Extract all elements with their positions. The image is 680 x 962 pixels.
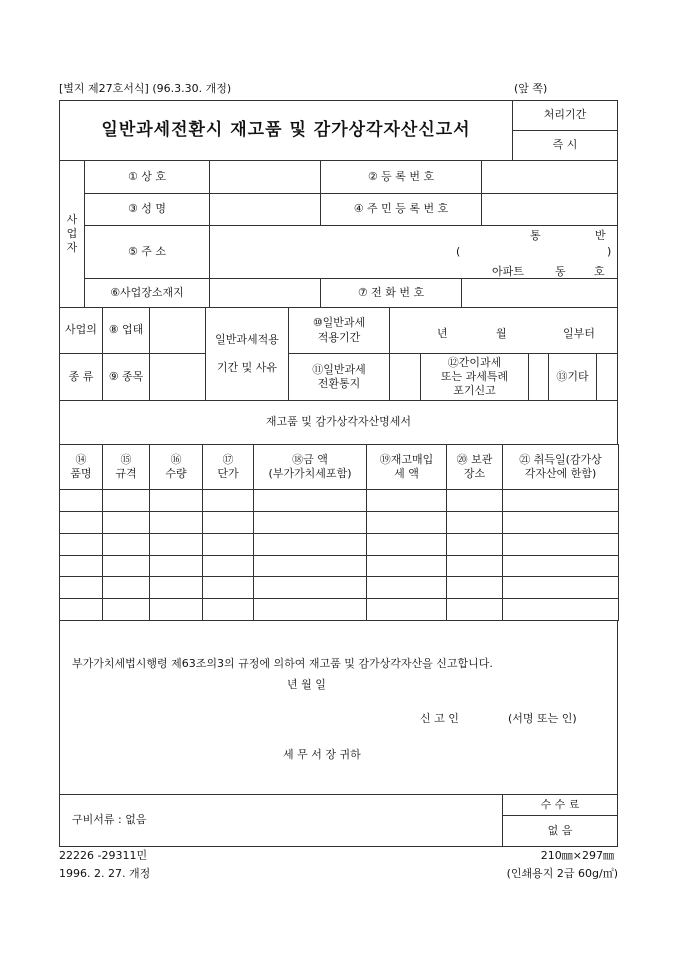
detail-table-cell[interactable] [446, 533, 503, 556]
detail-heading: 재고품 및 감가상각자산명세서 [59, 400, 618, 445]
detail-table-cell[interactable] [366, 533, 447, 556]
detail-column-header: ⑭ 품명 [59, 444, 103, 490]
conversion-notice-check[interactable] [389, 353, 421, 401]
statement-box [59, 619, 618, 795]
apply-year: 년 [437, 327, 448, 340]
detail-table-cell[interactable] [102, 576, 150, 599]
address-ho: 호 [594, 265, 605, 278]
detail-table-cell[interactable] [446, 598, 503, 621]
detail-table-cell[interactable] [149, 511, 203, 534]
detail-table-cell[interactable] [446, 576, 503, 599]
detail-table-cell[interactable] [502, 533, 619, 556]
form-code: 22226 -29311민 [59, 849, 148, 862]
page-side: (앞 쪽) [514, 82, 548, 95]
detail-table-cell[interactable] [59, 489, 103, 512]
processing-period-value: 즉 시 [512, 130, 618, 161]
detail-table-cell[interactable] [59, 511, 103, 534]
detail-table-cell[interactable] [253, 598, 367, 621]
detail-table-cell[interactable] [59, 576, 103, 599]
period-reason-label: 일반과세적용 기간 및 사유 [205, 307, 289, 401]
address-paren-close: ) [607, 245, 612, 258]
detail-table-cell[interactable] [59, 533, 103, 556]
addressee: 세 무 서 장 귀하 [283, 748, 361, 761]
address-ban: 반 [595, 229, 606, 242]
detail-table-cell[interactable] [253, 533, 367, 556]
simplified-waiver-check[interactable] [528, 353, 549, 401]
detail-table-cell[interactable] [253, 489, 367, 512]
detail-table-cell[interactable] [149, 555, 203, 578]
name-label: ③ 성 명 [84, 193, 210, 226]
detail-table-cell[interactable] [202, 555, 254, 578]
reporter-label: 신 고 인 [420, 712, 459, 725]
detail-table-cell[interactable] [502, 576, 619, 599]
detail-table-cell[interactable] [202, 533, 254, 556]
item-label: ⑨ 종목 [102, 353, 150, 401]
detail-table-cell[interactable] [502, 598, 619, 621]
detail-table-cell[interactable] [102, 489, 150, 512]
reg-no-field[interactable] [481, 160, 618, 194]
detail-table-cell[interactable] [202, 489, 254, 512]
location-field[interactable] [209, 278, 321, 308]
detail-column-header: ⑱금 액 (부가가치세포함) [253, 444, 367, 490]
resident-no-label: ④ 주 민 등 록 번 호 [320, 193, 482, 226]
detail-table-cell[interactable] [366, 489, 447, 512]
detail-table-cell[interactable] [59, 598, 103, 621]
other-check[interactable] [596, 353, 618, 401]
trade-name-field[interactable] [209, 160, 321, 194]
detail-table-cell[interactable] [502, 555, 619, 578]
address-paren-open: ( [456, 245, 461, 258]
form-number: [별지 제27호서식] (96.3.30. 개정) [59, 82, 232, 95]
paper-spec: (인쇄용지 2급 60g/㎡) [506, 867, 618, 880]
revision-date: 1996. 2. 27. 개정 [59, 867, 151, 880]
detail-table-cell[interactable] [149, 489, 203, 512]
fee-label: 수 수 료 [502, 794, 618, 816]
detail-table-cell[interactable] [59, 555, 103, 578]
detail-table-cell[interactable] [202, 598, 254, 621]
detail-column-header: ⑰ 단가 [202, 444, 254, 490]
business-category-field[interactable] [149, 307, 206, 354]
other-label: ⑬기타 [548, 353, 597, 401]
reg-no-label: ② 등 록 번 호 [320, 160, 482, 194]
detail-column-header: ⑲재고매입 세 액 [366, 444, 447, 490]
detail-table-cell[interactable] [202, 576, 254, 599]
detail-table-cell[interactable] [366, 511, 447, 534]
apply-period-label: ⑩일반과세 적용기간 [288, 307, 390, 354]
detail-column-header: ⑯ 수량 [149, 444, 203, 490]
detail-column-header: ⑳ 보관 장소 [446, 444, 503, 490]
detail-table-cell[interactable] [366, 576, 447, 599]
address-dong: 동 [555, 265, 566, 278]
address-apt: 아파트 [492, 265, 524, 278]
statement-text: 부가가치세법시행령 제63조의3의 규정에 의하여 재고품 및 감가상각자산을 신고합니다. [72, 657, 493, 670]
simplified-waiver-label: ⑫간이과세 또는 과세특례 포기신고 [420, 353, 529, 401]
detail-table-cell[interactable] [202, 511, 254, 534]
detail-table-cell[interactable] [446, 489, 503, 512]
detail-table-cell[interactable] [253, 511, 367, 534]
detail-table-cell[interactable] [502, 489, 619, 512]
statement-date: 년 월 일 [287, 678, 326, 691]
detail-table-cell[interactable] [149, 598, 203, 621]
detail-table-cell[interactable] [102, 555, 150, 578]
detail-table-cell[interactable] [253, 555, 367, 578]
paper-size: 210㎜×297㎜ [540, 849, 614, 862]
apply-day-from: 일부터 [563, 327, 595, 340]
detail-table-cell[interactable] [446, 555, 503, 578]
processing-period-label: 처리기간 [512, 100, 618, 131]
detail-column-header: ⑮ 규격 [102, 444, 150, 490]
detail-table-cell[interactable] [149, 533, 203, 556]
detail-table-cell[interactable] [502, 511, 619, 534]
detail-table-cell[interactable] [102, 598, 150, 621]
detail-table-cell[interactable] [149, 576, 203, 599]
trade-name-label: ① 상 호 [84, 160, 210, 194]
phone-label: ⑦ 전 화 번 호 [320, 278, 462, 308]
address-tong: 통 [530, 229, 541, 242]
resident-no-field[interactable] [481, 193, 618, 226]
business-category-label: ⑧ 업태 [102, 307, 150, 354]
item-field[interactable] [149, 353, 206, 401]
required-documents: 구비서류 : 없음 [59, 794, 503, 847]
fee-value: 없 음 [502, 815, 618, 847]
business-type-label-top: 사업의 [59, 307, 103, 354]
conversion-notice-label: ⑪일반과세 전환통지 [288, 353, 390, 401]
business-owner-label: 사 업 자 [59, 160, 85, 308]
detail-table-cell[interactable] [366, 555, 447, 578]
detail-table-cell[interactable] [366, 598, 447, 621]
detail-table-cell[interactable] [253, 576, 367, 599]
detail-column-header: ㉑ 취득일(감가상 각자산에 한함) [502, 444, 619, 490]
address-label: ⑤ 주 소 [84, 225, 210, 279]
business-type-label-bottom: 종 류 [59, 353, 103, 401]
phone-field[interactable] [461, 278, 618, 308]
signature-label: (서명 또는 인) [508, 712, 577, 725]
name-field[interactable] [209, 193, 321, 226]
apply-month: 월 [496, 327, 507, 340]
detail-table-cell[interactable] [102, 533, 150, 556]
form-title: 일반과세전환시 재고품 및 감가상각자산신고서 [59, 100, 513, 161]
detail-table-cell[interactable] [102, 511, 150, 534]
location-label: ⑥사업장소재지 [84, 278, 210, 308]
detail-table-cell[interactable] [446, 511, 503, 534]
